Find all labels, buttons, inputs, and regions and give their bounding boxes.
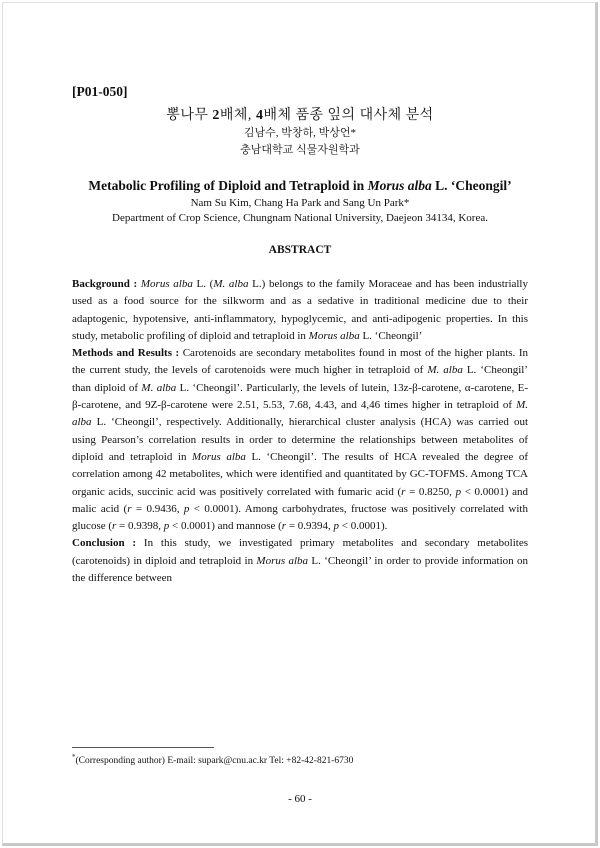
korean-authors: 김남수, 박창하, 박상언*	[243, 127, 357, 139]
methods-paragraph: Methods and Results : Carotenoids are secondary metabolites found in most of the higher plants. In the current study, the levels of carotenoids were much higher in tetraploid of M. alba L. ‘Cheongil’ than diploid of M. alba L. ‘Cheongil’. Particularly, the levels of lutein, 13z-β-carotene, α-carotene, E-β-carotene, and 9Z-β-carotene were 2.51, 5.53, 7.68, 4.43, and 4,46 times higher in tetraploid of M. alba L. ‘Cheongil’, respectively. Additionally, hierarchical cluster analysis (HCA) was carried out using Pearson’s correlation results in order to determine the relationships between metabolites of diploid and tetraploid in Morus alba L. ‘Cheongil’. The results of HCA revealed the degree of correlation among 42 metabolites, which were identified and quantitated by GC-TOFMS. Among TCA organic acids, succinic acid was positively correlated with fumaric acid (r = 0.8250, p < 0.0001) and malic acid (r = 0.9436, p < 0.0001). Among carbohydrates, fructose was positively correlated with glucose (r = 0.9398, p < 0.0001) and mannose (r = 0.9394, p < 0.0001).	[72, 347, 529, 533]
abstract-code: [P01-050]	[72, 84, 128, 99]
english-affiliation: Department of Crop Science, Chungnam National University, Daejeon 34134, Korea.	[112, 212, 488, 224]
english-title: Metabolic Profiling of Diploid and Tetraploid in Morus alba L. ‘Cheongil’	[88, 178, 512, 193]
footnote-divider	[72, 747, 214, 748]
korean-affiliation: 충남대학교 식물자원학과	[240, 144, 360, 156]
conclusion-paragraph: Conclusion : In this study, we investigated primary metabolites and secondary metabolites (carotenoids) in diploid and tetraploid in Morus alba L. ‘Cheongil’ in order to provide information on the difference between	[72, 537, 528, 585]
korean-title: 뽕나무 2배체, 4배체 품종 잎의 대사체 분석	[166, 108, 434, 123]
corresponding-author-footnote: *(Corresponding author) E-mail: supark@cnu.ac.kr Tel: +82-42-821-6730	[72, 753, 354, 767]
english-authors: Nam Su Kim, Chang Ha Park and Sang Un Park*	[190, 197, 410, 209]
abstract-heading: ABSTRACT	[268, 244, 332, 256]
background-paragraph: Background : Morus alba L. (M. alba L.) belongs to the family Moraceae and has been industrially used as a food source for the silkworm and as a sedative in traditional medicine due to their adaptogenic, hypotensive, anti-inflammatory, hypoglycemic, and anti-adipogenic properties. In this study, metabolic profiling of diploid and tetraploid in Morus alba L. ‘Cheongil’	[72, 278, 528, 342]
abstract-body	[72, 276, 528, 587]
page-number: - 60 -	[288, 793, 312, 805]
